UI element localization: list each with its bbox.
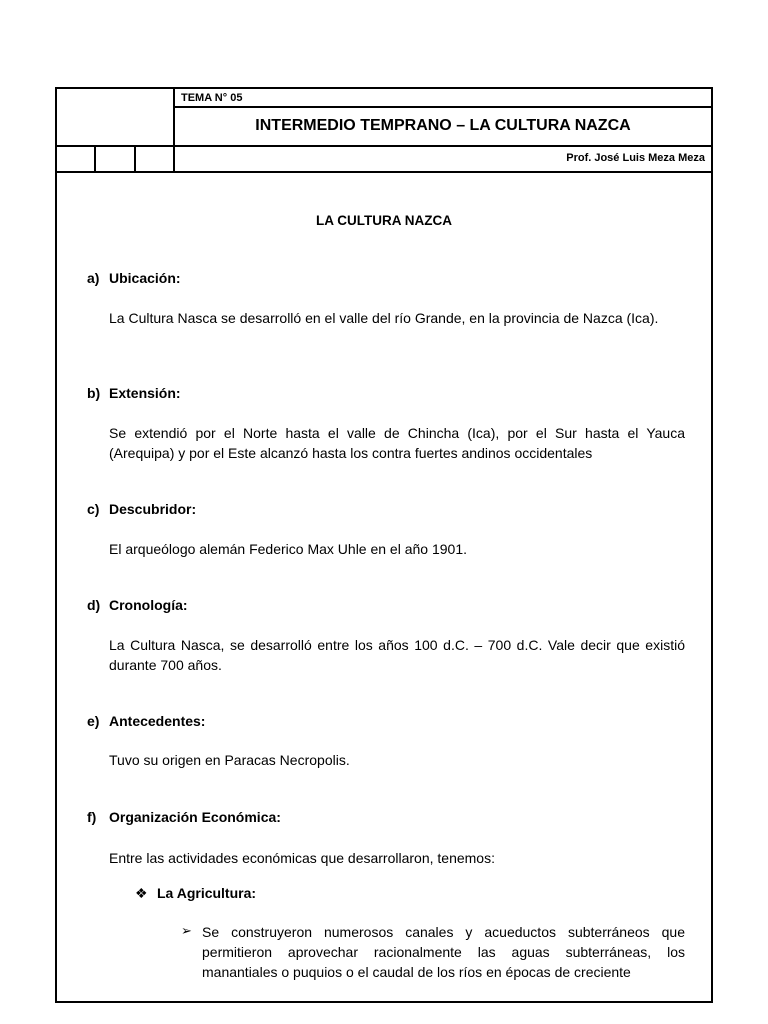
section-letter: d) bbox=[87, 597, 101, 613]
section-letter: c) bbox=[87, 501, 100, 517]
subsection-heading-agricultura bbox=[135, 885, 256, 902]
header-title: INTERMEDIO TEMPRANO – LA CULTURA NAZCA bbox=[255, 117, 631, 134]
header-divider bbox=[57, 171, 711, 173]
section-text-organizacion: Entre las actividades económicas que desarrollaron, tenemos: bbox=[109, 850, 495, 866]
section-heading-extension bbox=[87, 385, 181, 401]
header-divider bbox=[173, 106, 711, 108]
section-text-cronologia: La Cultura Nasca, se desarrolló entre los años 100 d.C. – 700 d.C. Vale decir que existió durante 700 años. bbox=[109, 637, 685, 673]
section-heading-antecedentes bbox=[87, 713, 205, 729]
section-letter: b) bbox=[87, 385, 101, 401]
section-title: Descubridor: bbox=[109, 501, 197, 517]
section-letter: e) bbox=[87, 713, 100, 729]
section-text-extension: Se extendió por el Norte hasta el valle de Chincha (Ica), por el Sur hasta el Yauca (Arequipa) y por el Este alcanzó hasta los contra fuertes andinos occidentales bbox=[109, 425, 685, 461]
document-title: LA CULTURA NAZCA bbox=[316, 213, 452, 228]
section-heading-organizacion bbox=[87, 809, 281, 825]
section-title: Ubicación: bbox=[109, 270, 181, 286]
section-heading-descubridor bbox=[87, 501, 196, 517]
section-heading-ubicacion bbox=[87, 270, 181, 286]
section-text-ubicacion: La Cultura Nasca se desarrolló en el valle del río Grande, en la provincia de Nazca (Ica). bbox=[109, 310, 659, 326]
header-cell-divider bbox=[134, 145, 136, 173]
section-title: Organización Económica: bbox=[109, 809, 281, 825]
section-text-antecedentes: Tuvo su origen en Paracas Necropolis. bbox=[109, 752, 350, 768]
section-letter: a) bbox=[87, 270, 100, 286]
section-title: Antecedentes: bbox=[109, 713, 206, 729]
section-title: Extensión: bbox=[109, 385, 181, 401]
section-text-descubridor: El arqueólogo alemán Federico Max Uhle en el año 1901. bbox=[109, 541, 468, 557]
arrow-bullet-icon: ➢ bbox=[181, 923, 192, 938]
document-frame bbox=[55, 87, 713, 1003]
tema-label: TEMA N° 05 bbox=[181, 92, 243, 104]
header-table bbox=[57, 89, 711, 173]
section-letter: f) bbox=[87, 809, 97, 825]
header-cell-divider bbox=[94, 145, 96, 173]
header-divider bbox=[57, 145, 711, 147]
bullet-text-agricultura: Se construyeron numerosos canales y acueductos subterráneos que permitieron aprovechar racionalmente las aguas subterráneas, los manantiales o puquios o el caudal de los ríos en épocas de creciente bbox=[202, 924, 685, 980]
professor-name: Prof. José Luis Meza Meza bbox=[566, 152, 705, 164]
section-title: Cronología: bbox=[109, 597, 188, 613]
subsection-title: La Agricultura: bbox=[157, 885, 257, 901]
section-heading-cronologia bbox=[87, 597, 188, 613]
diamond-bullet-icon: ❖ bbox=[135, 885, 148, 901]
